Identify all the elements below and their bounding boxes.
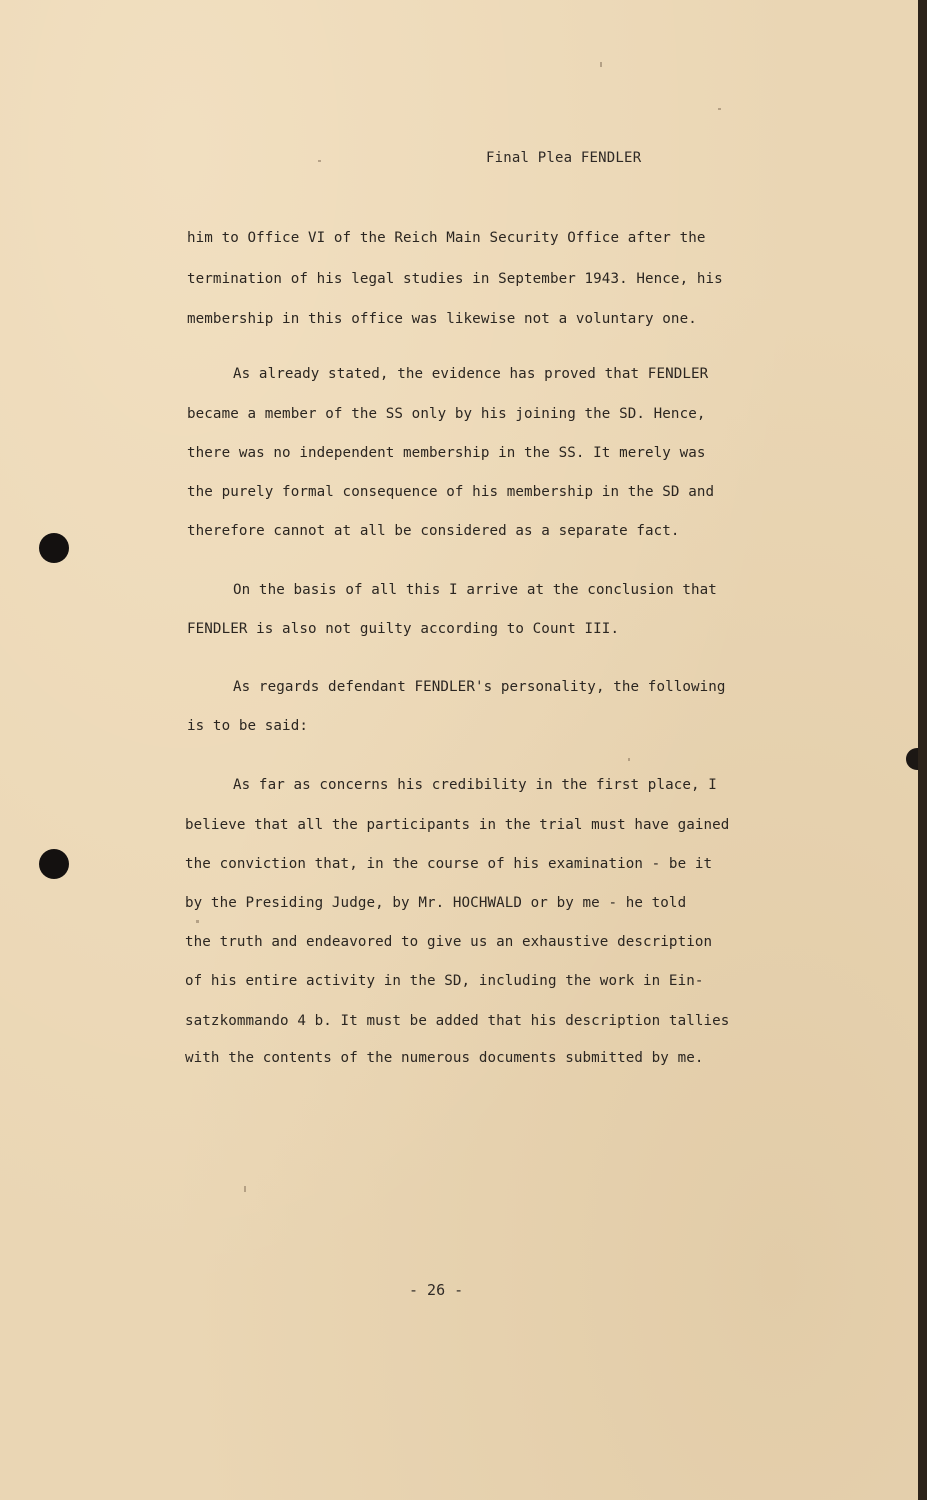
text-line: termination of his legal studies in September 1943. Hence, his [187, 271, 723, 287]
paper-speck [628, 758, 630, 761]
text-line: by the Presiding Judge, by Mr. HOCHWALD or by me - he told [185, 895, 687, 911]
text-line: him to Office VI of the Reich Main Security Office after the [187, 230, 706, 246]
text-line: As far as concerns his credibility in the first place, I [233, 777, 717, 793]
text-line: with the contents of the numerous documents submitted by me. [185, 1050, 704, 1066]
text-line: As already stated, the evidence has proved that FENDLER [233, 366, 709, 382]
text-line: is to be said: [187, 718, 308, 734]
text-line: the purely formal consequence of his membership in the SD and [187, 484, 715, 500]
paper-speck [318, 160, 321, 162]
text-line: On the basis of all this I arrive at the conclusion that [233, 582, 717, 598]
text-line: therefore cannot at all be considered as a separate fact. [187, 523, 680, 539]
page-header: Final Plea FENDLER [486, 150, 642, 166]
punch-hole [39, 533, 69, 563]
text-line: As regards defendant FENDLER's personality, the following [233, 679, 726, 695]
paper-speck [196, 920, 199, 923]
text-line: the conviction that, in the course of his examination - be it [185, 856, 713, 872]
text-line: the truth and endeavored to give us an exhaustive description [185, 934, 713, 950]
text-line: became a member of the SS only by his joining the SD. Hence, [187, 406, 706, 422]
punch-hole [39, 849, 69, 879]
text-line: there was no independent membership in the SS. It merely was [187, 445, 706, 461]
text-line: satzkommando 4 b. It must be added that his description tallies [185, 1013, 730, 1029]
scan-edge [918, 0, 927, 1500]
text-line: membership in this office was likewise not a voluntary one. [187, 311, 697, 327]
page-edge-notch [906, 748, 918, 770]
page-number: - 26 - [409, 1281, 464, 1299]
paper-speck [718, 108, 721, 110]
paper-speck [600, 62, 602, 67]
text-line: of his entire activity in the SD, including the work in Ein- [185, 973, 704, 989]
text-line: FENDLER is also not guilty according to Count III. [187, 621, 620, 637]
text-line: believe that all the participants in the trial must have gained [185, 817, 730, 833]
paper-speck [244, 1186, 246, 1192]
